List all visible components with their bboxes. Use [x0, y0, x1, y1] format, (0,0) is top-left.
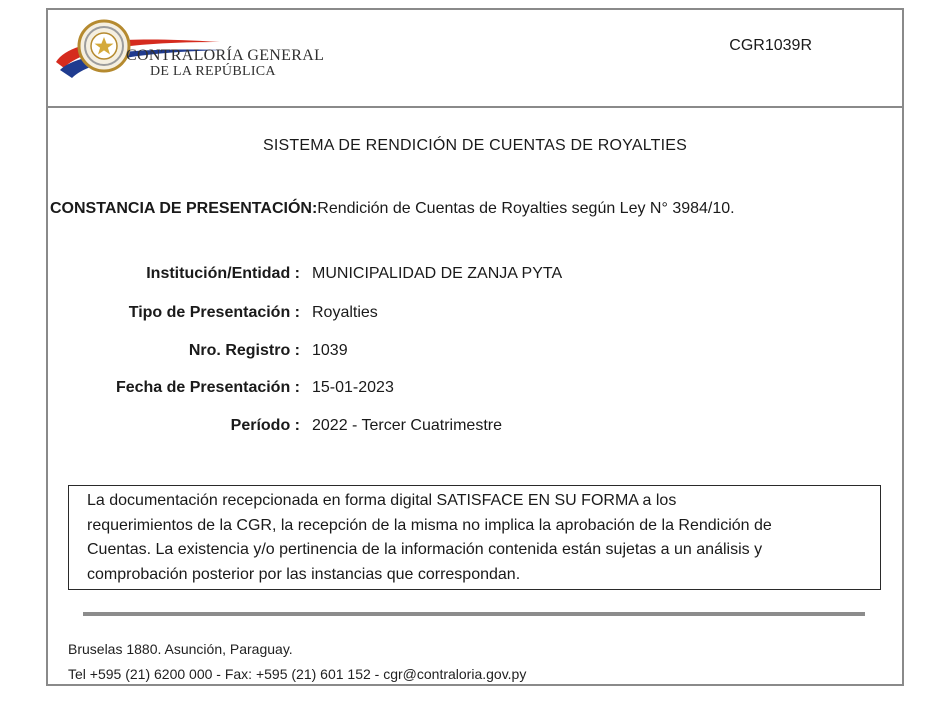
notice-line: Cuentas. La existencia y/o pertinencia de la información contenida están sujetas a un análisis y: [87, 541, 763, 558]
divider: [83, 612, 865, 616]
org-name-line2: DE LA REPÚBLICA: [150, 64, 276, 79]
field-label: Nro. Registro :: [188, 342, 300, 359]
field-label: Institución/Entidad :: [146, 265, 300, 282]
field-value: Royalties: [312, 304, 378, 321]
org-name-line1: CONTRALORÍA GENERAL: [126, 47, 325, 64]
report-code: CGR1039R: [729, 37, 812, 54]
notice-line: La documentación recepcionada en forma digital SATISFACE EN SU FORMA a los: [87, 492, 677, 509]
constancia-label: CONSTANCIA DE PRESENTACIÓN:: [50, 200, 318, 217]
footer-contact: Tel +595 (21) 6200 000 - Fax: +595 (21) 601 152 - cgr@contraloria.gov.py: [68, 666, 527, 682]
document-frame: [46, 8, 904, 686]
org-name: [126, 48, 324, 80]
constancia-text: Rendición de Cuentas de Royalties según Ley N° 3984/10.: [317, 200, 735, 217]
field-label: Fecha de Presentación :: [115, 379, 300, 396]
field-value: 2022 - Tercer Cuatrimestre: [312, 417, 502, 434]
constancia-line: [50, 200, 735, 218]
notice-box: [68, 485, 881, 590]
system-title: SISTEMA DE RENDICIÓN DE CUENTAS DE ROYALTIES: [263, 137, 687, 154]
field-value: 15-01-2023: [312, 379, 394, 396]
field-value: 1039: [312, 342, 348, 359]
field-label: Período :: [230, 417, 300, 434]
notice-line: requerimientos de la CGR, la recepción de la misma no implica la aprobación de la Rendición de: [87, 516, 772, 534]
notice-line: comprobación posterior por las instancias que correspondan.: [87, 565, 521, 583]
footer-address: Bruselas 1880. Asunción, Paraguay.: [68, 641, 293, 657]
field-label: Tipo de Presentación :: [128, 304, 300, 321]
field-value: MUNICIPALIDAD DE ZANJA PYTA: [312, 265, 563, 282]
document-header: [48, 10, 902, 108]
